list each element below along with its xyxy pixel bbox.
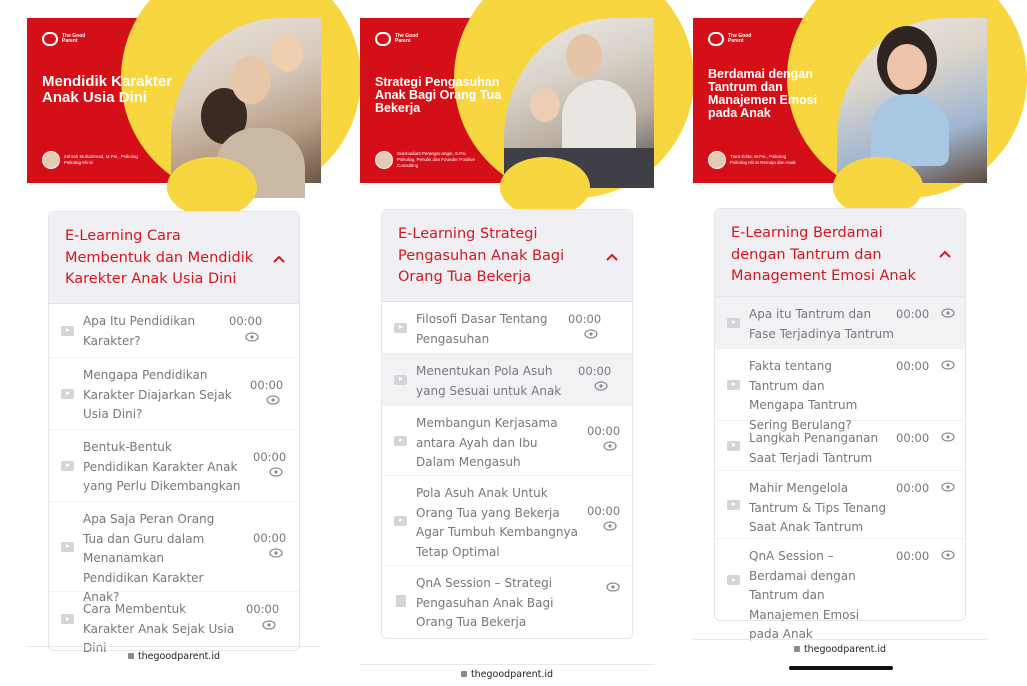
lesson-duration: 00:00 xyxy=(229,314,263,328)
lesson-title: Pola Asuh Anak Untuk Orang Tua yang Bekerja Agar Tumbuh Kembangnya Tetap Optimal xyxy=(416,486,578,559)
site-url: thegoodparent.id xyxy=(470,669,554,680)
banner-dot xyxy=(490,12,508,30)
eye-icon[interactable] xyxy=(603,441,617,451)
lesson-item[interactable] xyxy=(49,592,299,655)
eye-icon[interactable] xyxy=(245,332,259,342)
lesson-duration: 00:00 xyxy=(253,531,287,545)
lock-icon xyxy=(461,671,467,677)
video-icon xyxy=(61,461,74,471)
course-title: E-Learning Strategi Pengasuhan Anak Bagi Orang Tua Bekerja xyxy=(398,226,565,285)
lesson-title: Mahir Mengelola Tantrum & Tips Tenang Saat Anak Tantrum xyxy=(749,481,887,534)
brand-logo: The Good Parent xyxy=(42,32,92,46)
accordion-header[interactable] xyxy=(715,209,965,297)
lesson-title: Apa itu Tantrum dan Fase Terjadinya Tantrum xyxy=(749,307,894,341)
lesson-item[interactable] xyxy=(382,354,632,406)
video-icon xyxy=(61,389,74,399)
document-icon xyxy=(396,595,406,607)
lesson-item[interactable] xyxy=(382,566,632,636)
eye-icon[interactable] xyxy=(262,620,276,630)
lesson-item[interactable] xyxy=(382,406,632,476)
course-title: E-Learning Berdamai dengan Tantrum dan Management Emosi Anak xyxy=(731,225,916,284)
chevron-up-icon[interactable] xyxy=(937,247,953,263)
lesson-item[interactable] xyxy=(715,539,965,641)
lesson-item[interactable] xyxy=(715,349,965,432)
lesson-title: QnA Session – Berdamai dengan Tantrum dan Manajemen Emosi pada Anak xyxy=(749,549,860,641)
speaker-role: Psikolog Klinis xyxy=(64,160,94,165)
lesson-item[interactable] xyxy=(715,471,965,539)
lesson-duration: 00:00 xyxy=(896,359,930,373)
url-bar[interactable] xyxy=(360,664,654,686)
speaker-name: Zahrah Muhammad, M.Psi., Psikolog xyxy=(64,154,138,159)
clothing-shape xyxy=(871,94,949,166)
lesson-duration: 00:00 xyxy=(896,431,930,445)
lesson-item[interactable] xyxy=(382,476,632,566)
banner-decoration xyxy=(167,157,257,217)
video-icon xyxy=(394,375,407,385)
video-icon xyxy=(394,436,407,446)
course-panel-1 xyxy=(27,0,321,685)
lesson-item[interactable] xyxy=(715,421,965,471)
accordion-header[interactable] xyxy=(49,212,299,304)
speaker-role: Psikolog Klinis Remaja dan Anak xyxy=(730,160,796,165)
child-figure xyxy=(887,44,927,90)
lesson-title: Apa Saja Peran Orang Tua dan Guru dalam Menanamkan Pendidikan Karakter Anak? xyxy=(83,512,215,604)
parent-figure xyxy=(231,56,271,104)
avatar xyxy=(42,151,60,169)
lesson-title: Cara Membentuk Karakter Anak Sejak Usia Dini xyxy=(83,602,235,655)
eye-icon[interactable] xyxy=(941,432,955,442)
avatar xyxy=(708,151,726,169)
lesson-title: Apa Itu Pendidikan Karakter? xyxy=(83,314,196,348)
speaker xyxy=(42,151,164,169)
eye-icon[interactable] xyxy=(594,381,608,391)
speaker xyxy=(375,151,497,169)
lesson-title: Filosofi Dasar Tentang Pengasuhan xyxy=(416,312,548,346)
lesson-item[interactable] xyxy=(715,297,965,349)
eye-icon[interactable] xyxy=(941,482,955,492)
banner-decoration xyxy=(500,157,590,217)
lesson-duration: 00:00 xyxy=(250,378,284,392)
banner-title: Berdamai dengan Tantrum dan Manajemen Emosi pada Anak xyxy=(708,67,818,120)
eye-icon[interactable] xyxy=(941,360,955,370)
lesson-duration: 00:00 xyxy=(578,364,612,378)
lesson-title: Mengapa Pendidikan Karakter Diajarkan Sejak Usia Dini? xyxy=(83,368,232,421)
eye-icon[interactable] xyxy=(266,395,280,405)
lesson-duration: 00:00 xyxy=(587,504,621,518)
site-url: thegoodparent.id xyxy=(803,644,887,655)
lesson-item[interactable] xyxy=(49,502,299,604)
lesson-title: Membangun Kerjasama antara Ayah dan Ibu Dalam Mengasuh xyxy=(416,416,558,469)
lesson-item[interactable] xyxy=(49,430,299,502)
eye-icon[interactable] xyxy=(603,521,617,531)
chevron-up-icon[interactable] xyxy=(271,252,287,268)
video-icon xyxy=(61,614,74,624)
lesson-item[interactable] xyxy=(49,358,299,430)
home-indicator[interactable] xyxy=(789,666,893,670)
site-url: thegoodparent.id xyxy=(137,651,221,662)
lesson-item[interactable] xyxy=(382,302,632,354)
lesson-title: Bentuk-Bentuk Pendidikan Karakter Anak yang Perlu Dikembangkan xyxy=(83,440,241,493)
logo-icon xyxy=(375,32,391,46)
lesson-duration: 00:00 xyxy=(246,602,280,616)
course-panel-2 xyxy=(360,0,654,685)
video-icon xyxy=(727,575,740,585)
lesson-item[interactable] xyxy=(49,304,299,358)
video-icon xyxy=(727,318,740,328)
course-banner[interactable] xyxy=(360,18,654,183)
speaker xyxy=(708,151,830,169)
speaker-name: Tiara Erlita, M.Psi., Psikolog xyxy=(730,154,787,159)
logo-icon xyxy=(708,32,724,46)
brand-logo: The Good Parent xyxy=(375,32,425,46)
lesson-title: QnA Session – Strategi Pengasuhan Anak Bagi Orang Tua Bekerja xyxy=(416,576,554,629)
eye-icon[interactable] xyxy=(606,582,620,592)
lesson-duration: 00:00 xyxy=(896,481,930,495)
lesson-title: Fakta tentang Tantrum dan Mengapa Tantrum Sering Berulang? xyxy=(749,359,858,432)
eye-icon[interactable] xyxy=(941,308,955,318)
lesson-duration: 00:00 xyxy=(568,312,602,326)
eye-icon[interactable] xyxy=(269,467,283,477)
lesson-duration: 00:00 xyxy=(896,549,930,563)
parent-figure xyxy=(566,34,602,78)
eye-icon[interactable] xyxy=(269,548,283,558)
lock-icon xyxy=(128,653,134,659)
brand-logo: The Good Parent xyxy=(708,32,758,46)
course-accordion xyxy=(381,209,633,639)
video-icon xyxy=(61,326,74,336)
banner-dot xyxy=(851,20,865,34)
course-title: E-Learning Cara Membentuk dan Mendidik Karekter Anak Usia Dini xyxy=(65,228,254,287)
course-accordion xyxy=(714,208,966,641)
lesson-title: Langkah Penanganan Saat Terjadi Tantrum xyxy=(749,431,879,465)
lesson-duration: 00:00 xyxy=(253,450,287,464)
video-icon xyxy=(394,323,407,333)
course-panel-3 xyxy=(693,0,987,685)
lesson-duration: 00:00 xyxy=(896,307,930,321)
banner-title: Mendidik Karakter Anak Usia Dini xyxy=(42,73,173,106)
eye-icon[interactable] xyxy=(584,329,598,339)
speaker-name: Sukmadiarti Perangin-angin, S.Psi xyxy=(397,151,466,156)
avatar xyxy=(375,151,393,169)
lock-icon xyxy=(794,646,800,652)
url-bar[interactable] xyxy=(693,639,987,661)
banner-title: Strategi Pengasuhan Anak Bagi Orang Tua Bekerja xyxy=(375,75,502,115)
video-icon xyxy=(727,500,740,510)
child-figure xyxy=(530,88,560,122)
banner-dot xyxy=(187,12,205,30)
course-banner[interactable] xyxy=(27,18,321,183)
video-icon xyxy=(727,380,740,390)
chevron-up-icon[interactable] xyxy=(604,250,620,266)
course-accordion xyxy=(48,211,300,655)
lesson-title: Menentukan Pola Asuh yang Sesuai untuk Anak xyxy=(416,364,562,398)
child-figure xyxy=(271,34,303,72)
logo-icon xyxy=(42,32,58,46)
video-icon xyxy=(61,542,74,552)
video-icon xyxy=(727,441,740,451)
eye-icon[interactable] xyxy=(941,550,955,560)
accordion-header[interactable] xyxy=(382,210,632,302)
url-bar[interactable] xyxy=(27,646,321,668)
video-icon xyxy=(394,516,407,526)
speaker-role: Psikolog, Penulis dan Founder Positive Consulting xyxy=(397,157,476,168)
lesson-duration: 00:00 xyxy=(587,424,621,438)
course-banner[interactable] xyxy=(693,18,987,183)
